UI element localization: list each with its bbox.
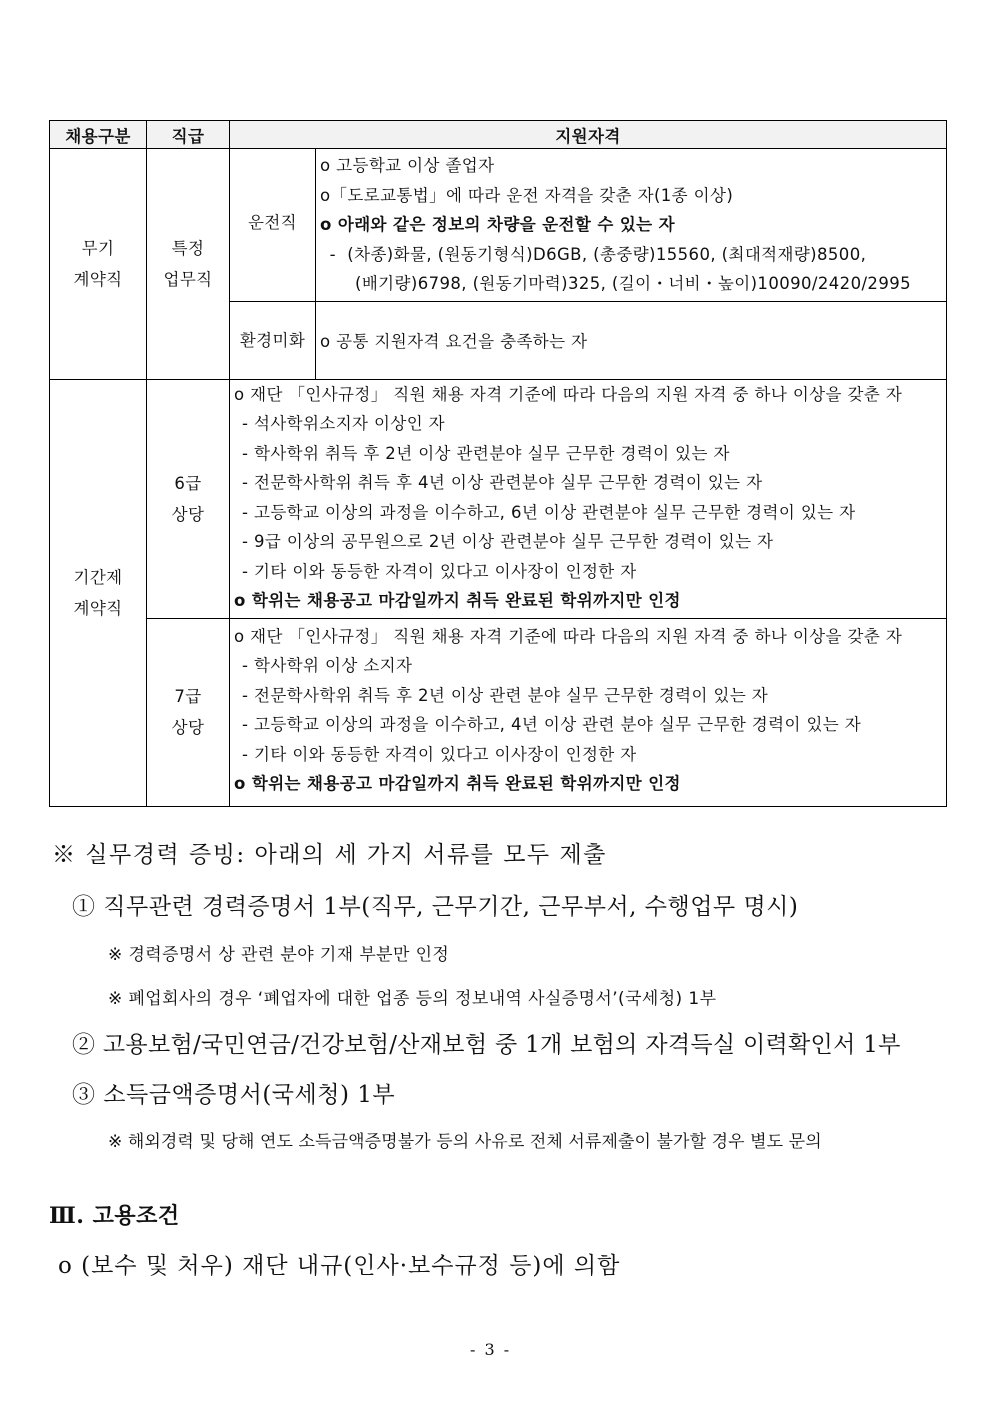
category-cell: 기간제 계약직 [50,379,147,806]
rank-cell: 특정 업무직 [147,149,230,380]
qualification-line: o 재단 「인사규정」 직원 채용 자격 기준에 따라 다음의 지원 자격 중 하나 이상을 갖춘 자 [234,626,903,646]
qualification-cell [230,618,947,806]
page-number: - 3 - [470,1340,512,1359]
qualification-line: - 고등학교 이상의 과정을 이수하고, 4년 이상 관련 분야 실무 근무한 경력이 있는 자 [242,715,862,734]
document-item-1-note-2: ※ 폐업회사의 경우 ‘폐업자에 대한 업종 등의 정보내역 사실증명서’(국세청) 1부 [108,989,717,1009]
qualification-line: - 전문학사학위 취득 후 2년 이상 관련 분야 실무 근무한 경력이 있는 자 [242,685,769,705]
rank-cell: 6급 상당 [147,379,230,618]
qualification-line: - 전문학사학위 취득 후 4년 이상 관련분야 실무 근무한 경력이 있는 자 [242,473,763,492]
qualification-line: o 학위는 채용공고 마감일까지 취득 완료된 학위까지만 인정 [234,774,681,793]
qualification-line: - 기타 이와 동등한 자격이 있다고 이사장이 인정한 자 [242,561,637,581]
qualification-cell [316,149,947,302]
document-item-1: ① 직무관련 경력증명서 1부(직무, 근무기간, 근무부서, 수행업무 명시) [72,894,799,920]
qualification-line: (배기량)6798, (원동기마력)325, (길이・너비・높이)10090/2420/2995 [355,274,912,293]
qualification-line: o「도로교통법」에 따라 운전 자격을 갖춘 자(1종 이상) [320,185,734,205]
experience-note-title: ※ 실무경력 증빙: 아래의 세 가지 서류를 모두 제출 [52,842,607,868]
qualification-line: - 석사학위소지자 이상인 자 [242,414,446,433]
job-cell: 환경미화 [230,301,316,379]
table-row [50,618,947,806]
qualification-line: o 공통 지원자격 요건을 충족하는 자 [320,332,588,351]
qualification-table [49,120,947,807]
category-cell: 무기 계약직 [50,149,147,380]
document-item-3-note-1: ※ 해외경력 및 당해 연도 소득금액증명불가 등의 사유로 전체 서류제출이 불가할 경우 별도 문의 [108,1132,822,1152]
qualification-line: - 9급 이상의 공무원으로 2년 이상 관련분야 실무 근무한 경력이 있는 자 [242,532,774,551]
job-cell: 운전직 [230,149,316,302]
header-qualification: 지원자격 [230,121,947,149]
qualification-line: - 고등학교 이상의 과정을 이수하고, 6년 이상 관련분야 실무 근무한 경력이 있는 자 [242,502,856,522]
qualification-line: - 학사학위 이상 소지자 [242,656,413,675]
qualification-cell [230,379,947,618]
qualification-line: o 재단 「인사규정」 직원 채용 자격 기준에 따라 다음의 지원 자격 중 하나 이상을 갖춘 자 [234,384,903,404]
rank-cell: 7급 상당 [147,618,230,806]
qualification-line: o 학위는 채용공고 마감일까지 취득 완료된 학위까지만 인정 [234,591,681,610]
qualification-cell [316,301,947,379]
section-title: Ⅲ. 고용조건 [49,1203,180,1229]
section-body: o (보수 및 처우) 재단 내규(인사·보수규정 등)에 의함 [58,1253,621,1279]
header-rank: 직급 [147,121,230,149]
document-item-1-note-1: ※ 경력증명서 상 관련 분야 기재 부분만 인정 [108,945,450,965]
table-row [50,149,947,302]
header-category: 채용구분 [50,121,147,149]
qualification-line: - 기타 이와 동등한 자격이 있다고 이사장이 인정한 자 [242,744,637,764]
document-item-3: ③ 소득금액증명서(국세청) 1부 [72,1082,396,1108]
document-item-2: ② 고용보험/국민연금/건강보험/산재보험 중 1개 보험의 자격득실 이력확인서 1부 [72,1032,901,1058]
qualification-line: - (차종)화물, (원동기형식)D6GB, (총중량)15560, (최대적재량)8500, [324,244,867,264]
qualification-line: o 고등학교 이상 졸업자 [320,156,495,175]
qualification-line: o 아래와 같은 정보의 차량을 운전할 수 있는 자 [320,215,675,234]
qualification-line: - 학사학위 취득 후 2년 이상 관련분야 실무 근무한 경력이 있는 자 [242,443,730,463]
table-row [50,379,947,618]
table-header-row [50,121,947,149]
